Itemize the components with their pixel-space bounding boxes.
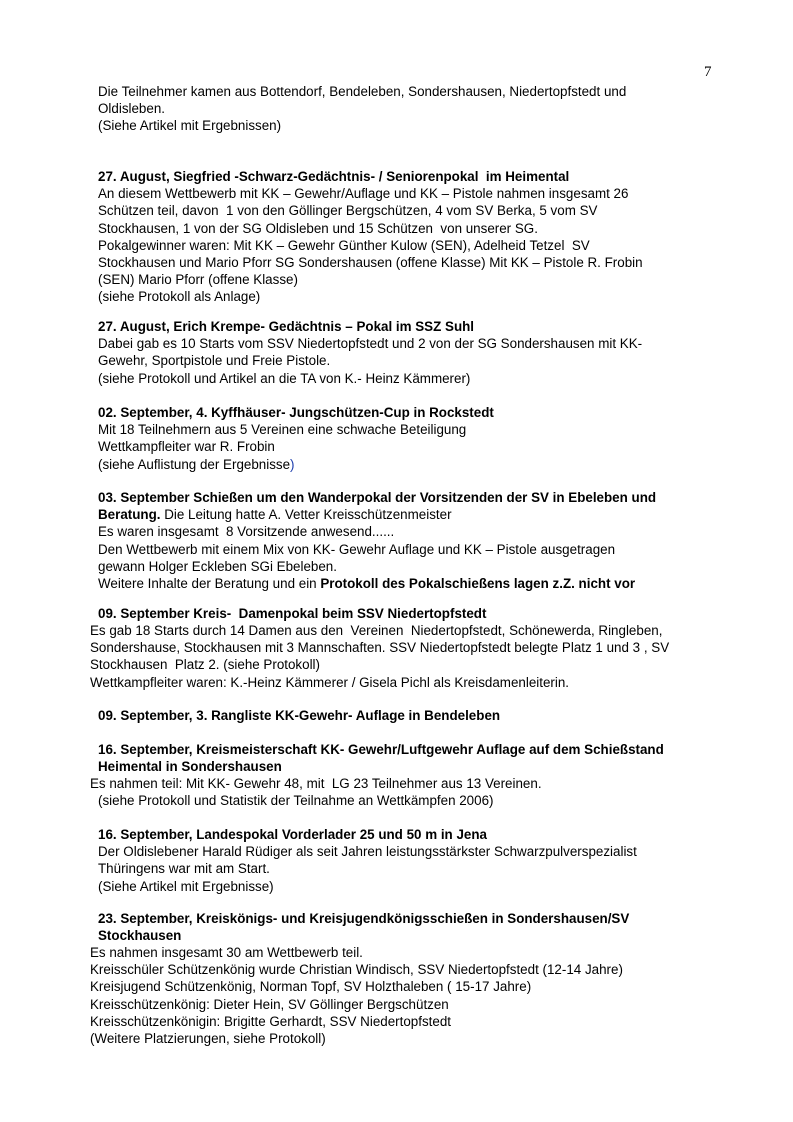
section-heading: Heimental in Sondershausen [98,759,282,775]
section-line: Wettkampfleiter war R. Frobin [98,439,275,455]
section-erich-krempe-pokal [98,318,642,387]
section-heading: 03. September Schießen um den Wanderpokal der Vorsitzenden der SV in Ebeleben und [98,490,657,505]
intro-line: (Siehe Artikel mit Ergebnissen) [98,118,282,134]
section-line: Stockhausen und Mario Pforr SG Sondershausen (offene Klasse) Mit KK – Pistole R. Frobin [98,255,643,271]
section-line-text: (siehe Auflistung der Ergebnisse [98,456,291,472]
section-siegfried-schwarz-pokal [98,168,643,306]
section-line: Kreisschützenkönig: Dieter Hein, SV Göllinger Bergschützen [90,996,449,1012]
section-line: Es gab 18 Starts durch 14 Damen aus den Vereinen Niedertopfstedt, Schönewerda, Ringleben, [90,623,663,638]
section-heading: 02. September, 4. Kyffhäuser- Jungschützen-Cup in Rockstedt [98,405,494,420]
section-heading: 23. September, Kreiskönigs- und Kreisjugendkönigsschießen in Sondershausen/SV [98,911,630,926]
section-heading-continuation: Beratung. [98,507,161,523]
section-line: gewann Holger Eckleben SGi Ebeleben. [98,558,337,574]
intro-paragraph [98,83,626,135]
section-line: Sondershause, Stockhausen mit 3 Mannschaften. SSV Niedertopfstedt belegte Platz 1 und 3 , SV [90,640,670,656]
closing-parenthesis: ) [290,456,295,472]
section-kreiskoenigsschiessen-heading [98,910,629,944]
section-line: (SEN) Mario Pforr (offene Klasse) [98,272,298,288]
section-rangliste-bendeleben [98,707,500,724]
section-line: Schützen teil, davon 1 von den Göllinger Bergschützen, 4 vom SV Berka, 5 vom SV [98,203,598,219]
section-line: Kreisjugend Schützenkönig, Norman Topf, SV Holzthaleben ( 15-17 Jahre) [90,979,532,995]
section-line: Mit 18 Teilnehmern aus 5 Vereinen eine schwache Beteiligung [98,422,467,438]
section-line: Kreisschützenkönigin: Brigitte Gerhardt, SSV Niedertopfstedt [90,1013,451,1029]
section-line-text: Weitere Inhalte der Beratung und ein [98,576,321,592]
section-line: Es nahmen insgesamt 30 am Wettbewerb teil. [90,945,363,960]
section-line: An diesem Wettbewerb mit KK – Gewehr/Auflage und KK – Pistole nahmen insgesamt 26 [98,186,629,202]
section-heading: 16. September, Landespokal Vorderlader 25 und 50 m in Jena [98,827,487,842]
section-heading: 09. September, 3. Rangliste KK-Gewehr- Auflage in Bendeleben [98,708,501,723]
section-line: Es nahmen teil: Mit KK- Gewehr 48, mit LG 23 Teilnehmer aus 13 Vereinen. [90,776,542,791]
section-kreis-damenpokal-heading [98,605,486,622]
section-bold-text: Protokoll des Pokalschießens lagen z.Z. nicht vor [320,576,636,592]
section-line: (siehe Protokoll als Anlage) [98,289,261,305]
section-kreiskoenigsschiessen-body [90,944,623,1047]
section-line [98,456,494,473]
page-number: 7 [704,64,712,80]
section-kreismeisterschaft-heading [98,741,664,775]
section-line: (Siehe Artikel mit Ergebnisse) [98,878,274,894]
section-line: Den Wettbewerb mit einem Mix von KK- Gewehr Auflage und KK – Pistole ausgetragen [98,541,616,557]
section-line-text: Die Leitung hatte A. Vetter Kreisschützenmeister [160,507,452,523]
section-line: Der Oldislebener Harald Rüdiger als seit Jahren leistungsstärkster Schwarzpulverspezialist [98,844,637,860]
section-heading: 09. September Kreis- Damenpokal beim SSV Niedertopfstedt [98,606,487,621]
section-heading: Stockhausen [98,928,182,944]
section-line: (siehe Protokoll und Statistik der Teilnahme an Wettkämpfen 2006) [98,793,494,808]
section-line: (siehe Protokoll und Artikel an die TA von K.- Heinz Kämmerer) [98,370,471,386]
section-line: Dabei gab es 10 Starts vom SSV Niedertopfstedt und 2 von der SG Sondershausen mit KK- [98,336,643,352]
section-line: Es waren insgesamt 8 Vorsitzende anwesend...... [98,524,395,540]
section-kreismeisterschaft-note [98,792,494,809]
section-wanderpokal-vorsitzende [98,489,656,592]
section-line: Gewehr, Sportpistole und Freie Pistole. [98,353,331,369]
section-line [98,506,656,523]
section-kreis-damenpokal-body [90,622,669,691]
section-kyffhaeuser-jungschuetzen-cup [98,404,494,473]
section-line: Stockhausen, 1 von der SG Oldisleben und 15 Schützen von unserer SG. [98,220,538,236]
intro-line: Oldisleben. [98,101,165,117]
section-line: Wettkampfleiter waren: K.-Heinz Kämmerer / Gisela Pichl als Kreisdamenleiterin. [90,674,570,690]
section-kreismeisterschaft-body [90,775,542,792]
section-heading: 27. August, Siegfried -Schwarz-Gedächtnis- / Seniorenpokal im Heimental [98,169,570,184]
section-line: Kreisschüler Schützenkönig wurde Christian Windisch, SSV Niedertopfstedt (12-14 Jahre) [90,962,623,978]
section-line: Thüringens war mit am Start. [98,861,270,877]
section-line: (Weitere Platzierungen, siehe Protokoll) [90,1031,326,1047]
section-line: Stockhausen Platz 2. (siehe Protokoll) [90,657,320,673]
section-heading: 16. September, Kreismeisterschaft KK- Gewehr/Luftgewehr Auflage auf dem Schießstand [98,742,664,757]
section-line: Pokalgewinner waren: Mit KK – Gewehr Günther Kulow (SEN), Adelheid Tetzel SV [98,237,590,253]
section-line [98,575,656,592]
intro-line: Die Teilnehmer kamen aus Bottendorf, Bendeleben, Sondershausen, Niedertopfstedt und [98,84,627,99]
section-landespokal-vorderlader [98,826,637,895]
section-heading: 27. August, Erich Krempe- Gedächtnis – Pokal im SSZ Suhl [98,319,475,334]
